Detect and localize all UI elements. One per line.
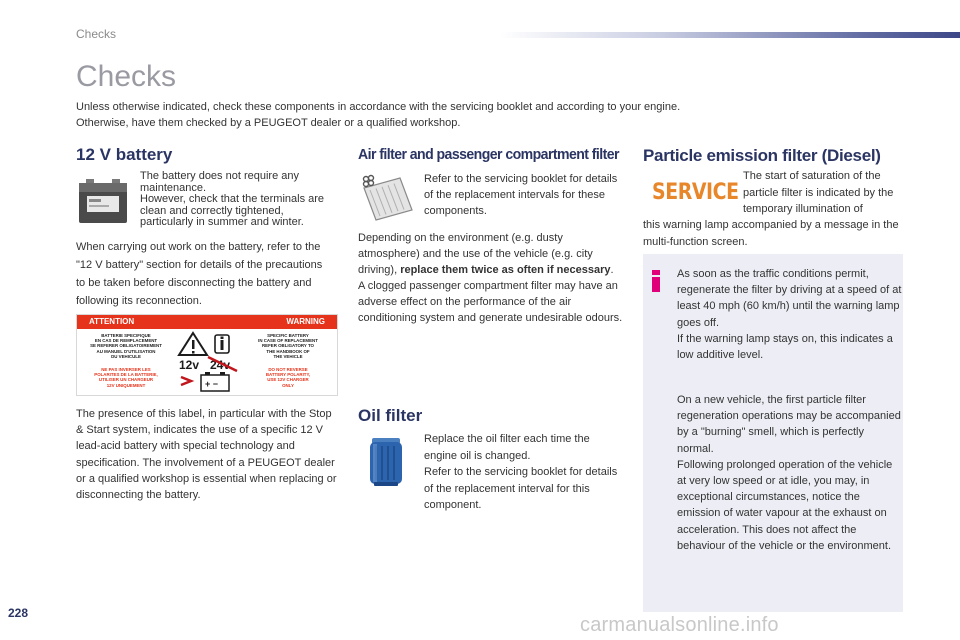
air-filter-interval-text: Refer to the servicing booklet for details of the replacement intervals for these components. xyxy=(424,173,618,217)
clogged-filter-text: . A clogged passenger compartment filter may have an adverse effect on the performance of the air conditioning system and generate undesirable odours. xyxy=(358,264,623,324)
battery-warning-label xyxy=(76,314,338,396)
info-regenerate-text: As soon as the traffic conditions permit, regenerate the filter by driving at a speed of at least 40 mph (60 km/h) until the warning lamp goes off. If the warning lamp stays on, this indicates a low additive level. xyxy=(677,268,902,362)
24v-text: 24v xyxy=(210,358,231,372)
oil-filter-icon xyxy=(366,436,406,488)
air-filter-title: Air filter and passenger compartment filter xyxy=(358,146,619,163)
air-filter-environment-text xyxy=(358,230,623,326)
environment-text: Depending on the environment (e.g. dusty atmosphere) and the use of the vehicle (e.g. city driving), xyxy=(358,232,593,276)
header-gradient-bar xyxy=(500,32,960,38)
intro-text: Unless otherwise indicated, check these components in accordance with the servicing booklet and according to your engine. Otherwise, have them checked by a PEUGEOT dealer or a qualified workshop. xyxy=(76,101,681,129)
warning-label-header xyxy=(77,315,337,329)
particle-filter-saturation-text: The start of saturation of the particle filter is indicated by the temporary illumination of xyxy=(743,170,894,215)
battery-precautions-text: When carrying out work on the battery, refer to the "12 V battery" section for details of the precautions to be taken before disconnecting the battery and following its reconnection. xyxy=(76,241,323,307)
page-number: 228 xyxy=(8,606,29,620)
watermark: carmanualsonline.info xyxy=(580,614,779,636)
replace-twice-text: replace them twice as often if necessary xyxy=(400,264,611,276)
battery-maintenance-text: The battery does not require any maintenance. However, check that the terminals are clean and correctly tightened, particularly in summer and winter. xyxy=(140,170,325,228)
service-warning-lamp-icon: SERVICE xyxy=(652,180,739,205)
air-filter-icon xyxy=(360,172,416,226)
particle-filter-warning-lamp-text: this warning lamp accompanied by a message in the multi-function screen. xyxy=(643,219,899,248)
svg-text:+ −: + − xyxy=(205,379,219,389)
battery-label-text: The presence of this label, in particular with the Stop & Start system, indicates the use of a specific 12 V lead-acid battery with special technology and specification. The involvement of a PEUGEOT dealer or a qualified workshop is essential when replacing or disconnecting the battery. xyxy=(76,408,337,502)
fr-polarity-text: NE PAS INVERSER LES POLARITES DE LA BATTERIE, UTILISER UN CHARGEUR 12V UNIQUEMENT xyxy=(94,367,158,388)
oil-filter-text: Replace the oil filter each time the engine oil is changed. Refer to the servicing booklet for details of the replacement interval for this component. xyxy=(424,433,618,511)
section-label: Checks xyxy=(76,27,117,41)
attention-text: ATTENTION xyxy=(89,317,135,326)
info-new-vehicle-text: On a new vehicle, the first particle filter regeneration operations may be accompanied by a "burning" smell, which is perfectly normal. Following prolonged operation of the vehicle at very low speed or at idle, you may, in exceptional circumstances, notice the emission of water vapour at the exhaust on acceleration. This does not affect the behaviour of the vehicle or the environment. xyxy=(677,394,901,552)
car-battery-icon xyxy=(77,176,129,226)
fr-specific-battery-text: BATTERIE SPECIFIQUE EN CAS DE REMPLACEMENT SE REFERER OBLIGATOIREMENT AU MANUEL D'UTILISATION DU VEHICULE xyxy=(90,333,162,359)
en-polarity-text: DO NOT REVERSE BATTERY POLARITY, USE 12V CHARGER ONLY xyxy=(265,367,311,388)
info-icon xyxy=(651,270,661,292)
oil-filter-title: Oil filter xyxy=(358,406,423,425)
12v-text: 12v xyxy=(179,358,200,372)
warning-text: WARNING xyxy=(286,317,325,326)
battery-title: 12 V battery xyxy=(76,145,173,164)
warning-pictograms xyxy=(175,331,241,395)
page-title: Checks xyxy=(76,60,177,93)
en-specific-battery-text: SPECIFIC BATTERY IN CASE OF REPLACEMENT REFER OBLIGATORY TO THE HANDBOOK OF THE VEHICLE xyxy=(258,333,318,359)
particle-filter-title: Particle emission filter (Diesel) xyxy=(643,146,881,165)
